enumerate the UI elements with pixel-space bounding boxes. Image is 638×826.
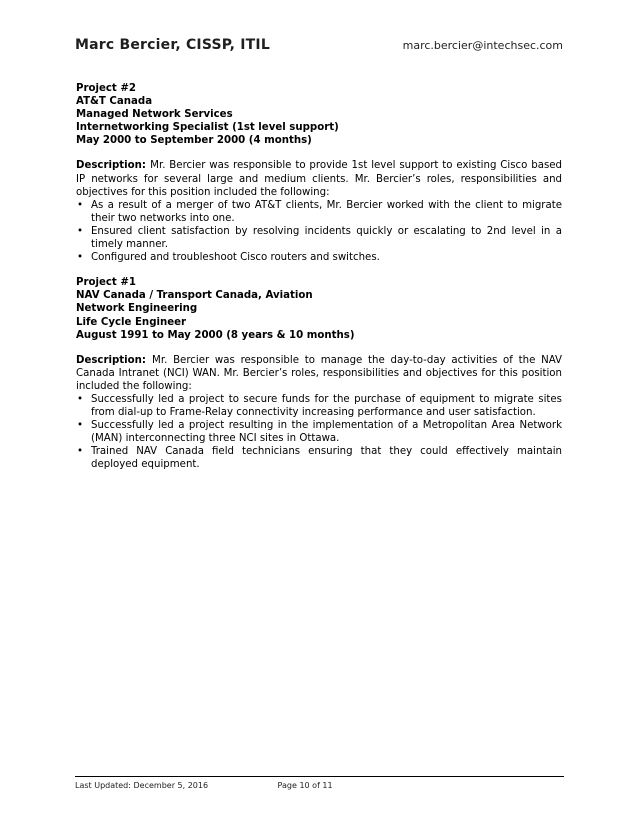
page-number: Page 10 of 11 — [277, 781, 333, 790]
project-role: Life Cycle Engineer — [76, 316, 187, 328]
list-item: • Configured and troubleshoot Cisco routers and switches. — [76, 251, 562, 264]
project-description — [76, 159, 562, 198]
list-item: • Successfully led a project resulting in the implementation of a Metropolitan Area Network (MAN) interconnecting three NCI sites in Ottawa. — [76, 419, 562, 445]
project-department: Network Engineering — [76, 303, 198, 315]
project-number: Project #1 — [76, 277, 136, 289]
header-name: Marc Bercier, CISSP, ITIL — [75, 37, 270, 53]
project-dates: May 2000 to September 2000 (4 months) — [76, 135, 312, 147]
project-dates: August 1991 to May 2000 (8 years & 10 months) — [76, 329, 355, 341]
header-email[interactable]: marc.bercier@intechsec.com — [402, 39, 563, 52]
last-updated: Last Updated: December 5, 2016 — [75, 781, 209, 790]
description-label: Description: — [76, 160, 151, 172]
description-text: Mr. Bercier was responsible to provide 1st level support to existing Cisco based IP networks for several large and medium clients. Mr. Bercier’s roles, responsibilities and objectives for this position included the following: — [76, 160, 562, 198]
document-body — [76, 82, 562, 472]
list-item: • Successfully led a project to secure funds for the purchase of equipment to migrate sites from dial-up to Frame-Relay connectivity increasing performance and user satisfaction. — [76, 393, 562, 419]
project-description — [76, 354, 562, 393]
description-label: Description: — [76, 354, 153, 366]
responsibility-list — [76, 393, 562, 472]
project-company: NAV Canada / Transport Canada, Aviation — [76, 290, 313, 302]
description-text: Mr. Bercier was responsible to manage the day-to-day activities of the NAV Canada Intranet (NCI) WAN. Mr. Bercier’s roles, responsibilities and objectives for this position included the following: — [76, 354, 562, 392]
project-department: Managed Network Services — [76, 109, 233, 121]
project-role: Internetworking Specialist (1st level support) — [76, 122, 339, 134]
project-heading — [76, 82, 562, 147]
project-company: AT&T Canada — [76, 96, 153, 108]
list-item: • Ensured client satisfaction by resolving incidents quickly or escalating to 2nd level in a timely manner. — [76, 225, 562, 251]
responsibility-list — [76, 199, 562, 264]
list-item: • Trained NAV Canada field technicians ensuring that they could effectively maintain deployed equipment. — [76, 445, 562, 471]
project-section — [76, 276, 562, 471]
list-item: • As a result of a merger of two AT&T clients, Mr. Bercier worked with the client to migrate their two networks into one. — [76, 199, 562, 225]
project-section — [76, 82, 562, 264]
footer-divider — [75, 776, 564, 777]
project-heading — [76, 276, 562, 341]
page-footer — [75, 781, 333, 790]
project-number: Project #2 — [76, 83, 136, 94]
